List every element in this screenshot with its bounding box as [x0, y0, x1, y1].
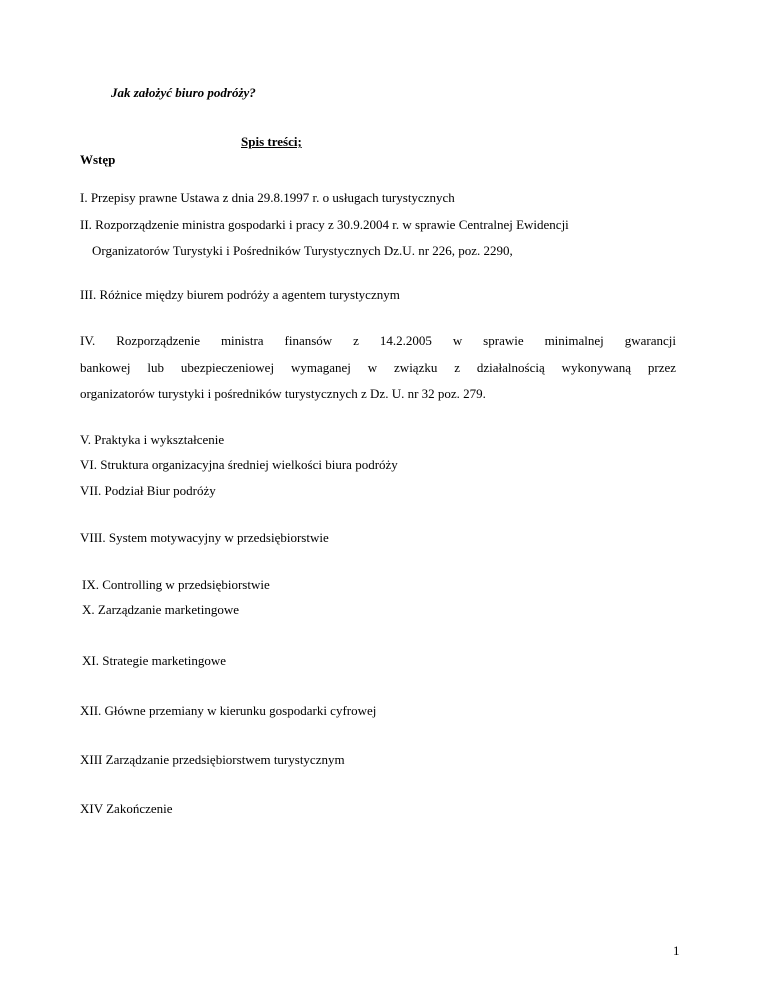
toc-entry-12: XII. Główne przemiany w kierunku gospodarki cyfrowej [80, 703, 377, 718]
toc-entry-7: VII. Podział Biur podróży [80, 483, 216, 498]
introduction-heading: Wstęp [80, 152, 116, 167]
toc-entry-1: I. Przepisy prawne Ustawa z dnia 29.8.1997 r. o usługach turystycznych [80, 190, 455, 205]
document-title: Jak założyć biuro podróży? [111, 85, 256, 100]
table-of-contents-heading: Spis treści; [241, 134, 302, 149]
toc-entry-14: XIV Zakończenie [80, 801, 173, 816]
toc-entry-2-line-1: II. Rozporządzenie ministra gospodarki i pracy z 30.9.2004 r. w sprawie Centralnej Ewidencji [80, 217, 569, 232]
toc-entry-3: III. Różnice między biurem podróży a agentem turystycznym [80, 287, 400, 302]
toc-entry-4-line-2: bankowej lub ubezpieczeniowej wymaganej w związku z działalnością wykonywaną przez [80, 360, 676, 375]
page-number: 1 [673, 943, 680, 958]
toc-entry-11: XI. Strategie marketingowe [82, 653, 227, 668]
toc-entry-8: VIII. System motywacyjny w przedsiębiorstwie [80, 530, 329, 545]
toc-entry-2-line-2: Organizatorów Turystyki i Pośredników Turystycznych Dz.U. nr 226, poz. 2290, [92, 243, 513, 258]
toc-entry-4-line-1: IV. Rozporządzenie ministra finansów z 14.2.2005 w sprawie minimalnej gwarancji [80, 333, 676, 348]
toc-entry-6: VI. Struktura organizacyjna średniej wielkości biura podróży [80, 457, 398, 472]
toc-entry-10: X. Zarządzanie marketingowe [82, 602, 240, 617]
toc-entry-5: V. Praktyka i wykształcenie [80, 432, 225, 447]
toc-entry-9: IX. Controlling w przedsiębiorstwie [82, 577, 270, 592]
toc-entry-13: XIII Zarządzanie przedsiębiorstwem turystycznym [80, 752, 345, 767]
toc-entry-4-line-3: organizatorów turystyki i pośredników turystycznych z Dz. U. nr 32 poz. 279. [80, 386, 486, 401]
